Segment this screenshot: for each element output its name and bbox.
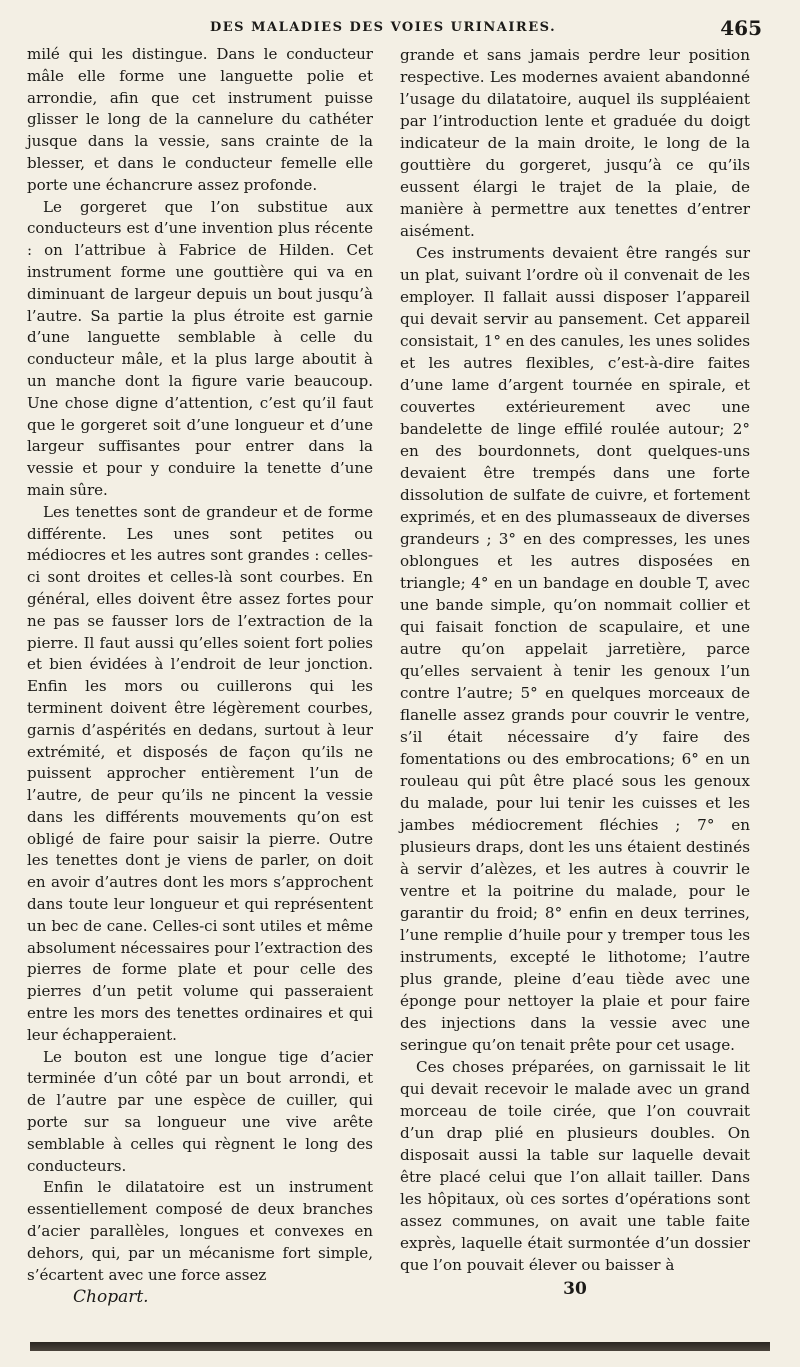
- bottom-rule: [30, 1342, 770, 1351]
- paragraph: grande et sans jamais perdre leur position respective. Les modernes avaient abandonné l’usage du dilatatoire, auquel ils suppléaient par l’introduction lente et graduée du doigt indicateur de la main droite, le long de la gouttière du gorgeret, jusqu’à ce qu’ils eussent élargi le trajet de la plaie, de manière à permettre aux tenettes d’entrer aisément.: [400, 46, 750, 240]
- paragraph: milé qui les distingue. Dans le conducteur mâle elle forme une languette polie et arrondie, afin que cet instrument puisse glisser le long de la cannelure du cathéter jusque dans la vessie, sans crainte de la blesser, et dans le conducteur femelle elle porte une échancrure assez profonde.: [27, 45, 373, 194]
- running-head: DES MALADIES DES VOIES URINAIRES.: [210, 20, 557, 35]
- page-header: [40, 16, 770, 42]
- paragraph: Ces instruments devaient être rangés sur un plat, suivant l’ordre où il convenait de les employer. Il fallait aussi disposer l’appareil qui devait servir au pansement. Cet appareil consistait, 1° en des canules, les unes solides et les autres flexibles, c’est-à-dire faites d’une lame d’argent tournée en spirale, et couvertes extérieurement avec une bandelette de linge effilé roulée autour; 2° en des bourdonnets, dont quelques-uns devaient être trempés dans une forte dissolution de sulfate de cuivre, et fortement exprimés, et en des plumasseaux de diverses grandeurs ; 3° en des compresses, les unes oblongues et les autres disposées en triangle; 4° en un bandage en double T, avec une bande simple, qu’on nommait collier et qui faisait fonction de scapulaire, et une autre qu’on appelait jarretière, parce qu’elles servaient à tenir les genoux l’un contre l’autre; 5° en quelques morceaux de flanelle assez grands pour couvrir le ventre, s’il était nécessaire d’y faire des fomentations ou des embrocations; 6° en un rouleau qui pût être placé sous les genoux du malade, pour lui tenir les cuisses et les jambes médiocrement fléchies ; 7° en plusieurs draps, dont les uns étaient destinés à servir d’alèzes, et les autres à couvrir le ventre et la poitrine du malade, pour le garantir du froid; 8° enfin en deux terrines, l’une remplie d’huile pour y tremper tous les instruments, excepté le lithotome; l’autre plus grande, pleine d’eau tiède avec une éponge pour nettoyer la plaie et pour faire des injections dans la vessie avec une seringue qu’on tenait prête pour cet usage.: [400, 244, 750, 1054]
- left-column: [27, 44, 373, 1309]
- signature-mark: 30: [563, 1279, 587, 1299]
- paragraph: Les tenettes sont de grandeur et de forme différente. Les unes sont petites ou médiocres et les autres sont grandes : celles-ci sont droites et celles-là sont courbes. En général, elles doivent être assez fortes pour ne pas se fausser lors de l’extraction de la pierre. Il faut aussi qu’elles soient fort polies et bien évidées à l’endroit de leur jonction. Enfin les mors ou cuillerons qui les terminent doivent être légèrement courbes, garnis d’aspérités en dedans, surtout à leur extrémité, et disposés de façon qu’ils ne puissent approcher entièrement l’un de l’autre, de peur qu’ils ne pincent la vessie dans les différents mouvements qu’on est obligé de faire pour saisir la pierre. Outre les tenettes dont je viens de parler, on doit en avoir d’autres dont les mors s’approchent dans toute leur longueur et qui représentent un bec de cane. Celles-ci sont utiles et même absolument nécessaires pour l’extraction des pierres de forme plate et pour celle des pierres d’un petit volume qui passeraient entre les mors des tenettes ordinaires et qui leur échapperaient.: [27, 502, 373, 1044]
- paragraph: Enfin le dilatatoire est un instrument essentiellement composé de deux branches d’acier parallèles, longues et convexes en dehors, qui, par un mécanisme fort simple, s’écartent avec une force assez: [27, 1178, 373, 1284]
- paragraph: Le bouton est une longue tige d’acier terminée d’un côté par un bout arrondi, et de l’autre par une espèce de cuiller, qui porte sur sa longueur une vive arête semblable à celles qui règnent le long des conducteurs.: [27, 1047, 373, 1175]
- paragraph: Ces choses préparées, on garnissait le lit qui devait recevoir le malade avec un grand morceau de toile cirée, que l’on couvrait d’un drap plié en plusieurs doubles. On disposait aussi la table sur laquelle devait être placé celui que l’on allait tailler. Dans les hôpitaux, où ces sortes d’opérations sont assez communes, on avait une table faite exprès, laquelle était surmontée d’un dossier que l’on pouvait élever ou baisser à: [400, 1058, 750, 1274]
- right-column: [400, 44, 750, 1300]
- catchword: Chopart.: [73, 1287, 149, 1308]
- paragraph: Le gorgeret que l’on substitue aux conducteurs est d’une invention plus récente : on l’attribue à Fabrice de Hilden. Cet instrument forme une gouttière qui va en diminuant de largeur depuis un bout jusqu’à l’autre. Sa partie la plus étroite est garnie d’une languette semblable à celle du conducteur mâle, et la plus large aboutit à un manche dont la figure varie beaucoup. Une chose digne d’attention, c’est qu’il faut que le gorgeret soit d’une longueur et d’une largeur suffisantes pour entrer dans la vessie et pour y conduire la tenette d’une main sûre.: [27, 197, 373, 499]
- page-number: 465: [720, 16, 762, 40]
